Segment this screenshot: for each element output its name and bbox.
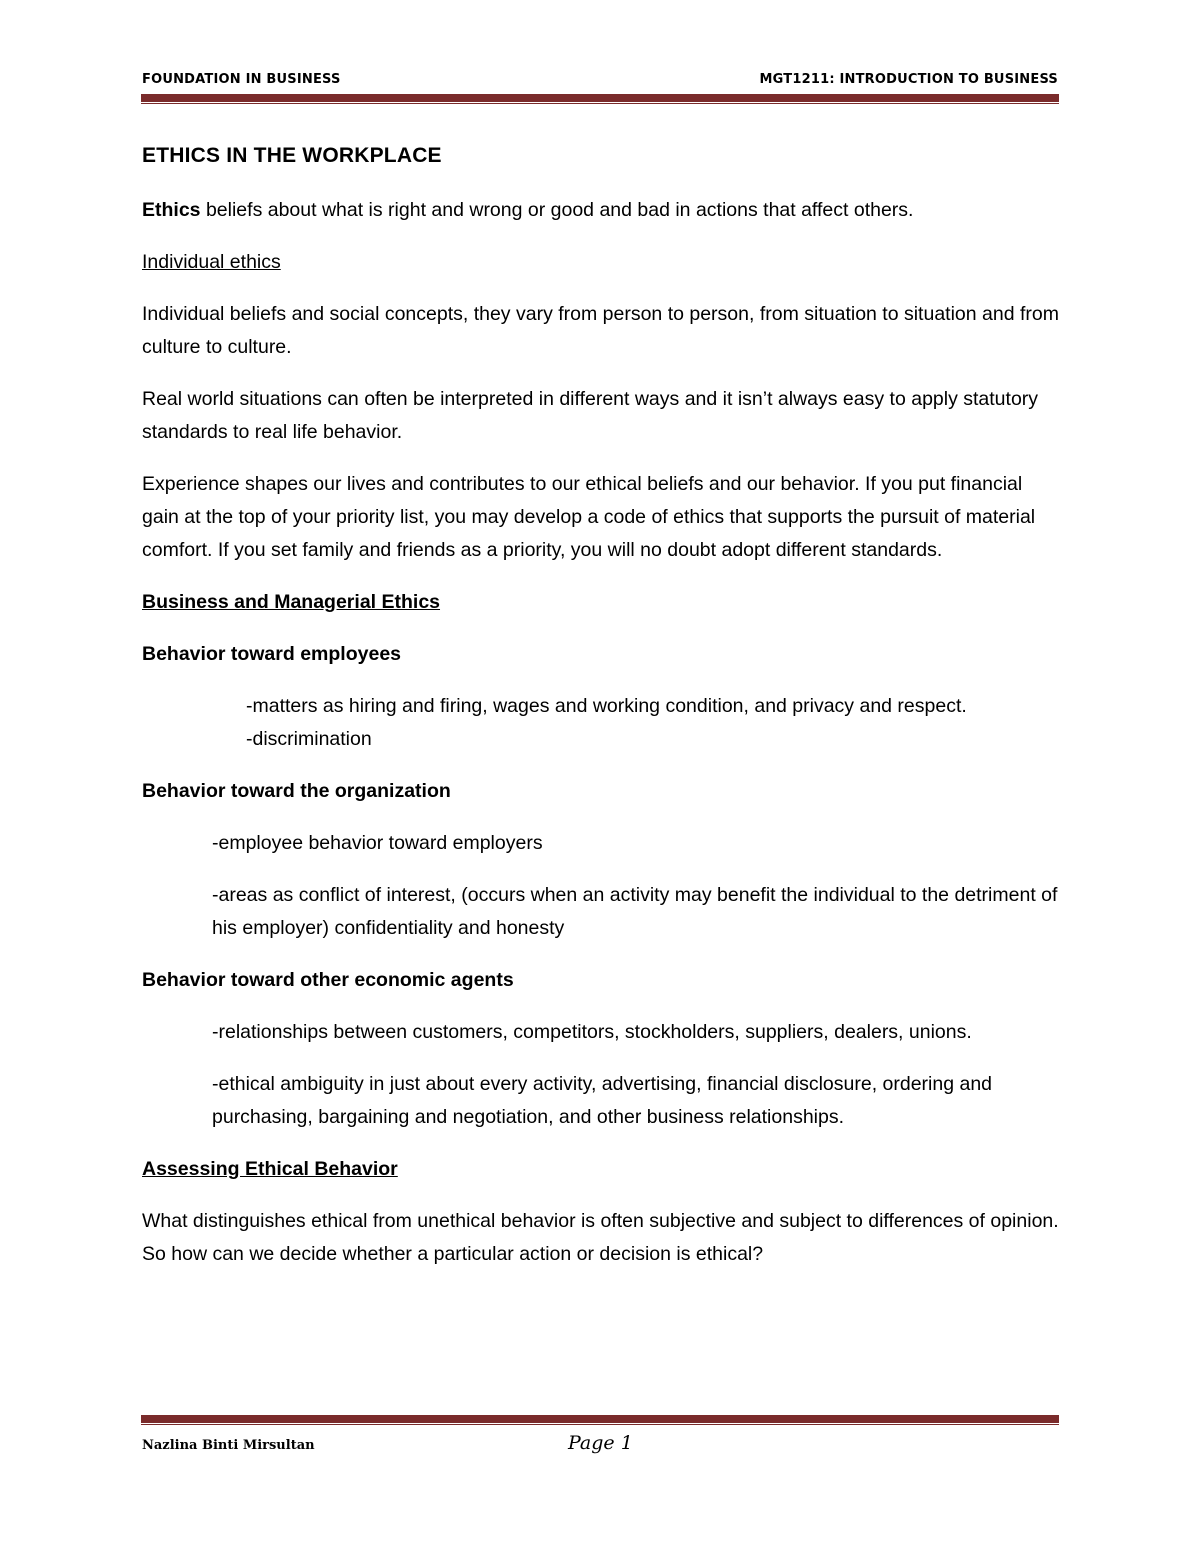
- individual-paragraph-3: Experience shapes our lives and contributes to our ethical beliefs and our behavior. If you put financial gain at the top of your priority list, you may develop a code of ethics that supports the pursuit of material comfort. If you set family and friends as a priority, you will no doubt adopt different standards.: [142, 473, 1036, 561]
- individual-paragraph-2: Real world situations can often be interpreted in different ways and it isn’t always easy to apply statutory standards to real life behavior.: [142, 388, 1039, 443]
- employees-item-1: -matters as hiring and firing, wages and working condition, and privacy and respect.: [246, 695, 967, 717]
- document-title: ETHICS IN THE WORKPLACE: [142, 144, 442, 167]
- employees-item-2: -discrimination: [246, 728, 372, 750]
- header-course-left: FOUNDATION IN BUSINESS: [142, 72, 341, 87]
- document-body: [142, 144, 1060, 1290]
- ethics-definition-text: beliefs about what is right and wrong or good and bad in actions that affect others.: [200, 199, 914, 221]
- organization-item-2: -areas as conflict of interest, (occurs when an activity may benefit the individual to the detriment of his employer) confidentiality and honesty: [212, 884, 1058, 939]
- organization-heading: Behavior toward the organization: [142, 780, 451, 802]
- organization-item-1: -employee behavior toward employers: [212, 832, 543, 854]
- ethics-definition: [142, 194, 1060, 227]
- header-rule: [141, 94, 1059, 102]
- header-rule-thin: [141, 103, 1059, 104]
- assessing-paragraph: What distinguishes ethical from unethical behavior is often subjective and subject to differences of opinion. So how can we decide whether a particular action or decision is ethical?: [142, 1210, 1059, 1265]
- header-course-right: MGT1211: INTRODUCTION TO BUSINESS: [759, 72, 1058, 87]
- employees-heading: Behavior toward employees: [142, 643, 402, 665]
- ethics-term: Ethics: [142, 199, 201, 221]
- individual-ethics-heading: Individual ethics: [142, 251, 281, 273]
- page-header: [142, 72, 1058, 92]
- footer-page-number: Page 1: [568, 1432, 633, 1454]
- business-ethics-heading: Business and Managerial Ethics: [142, 591, 441, 613]
- agents-heading: Behavior toward other economic agents: [142, 969, 514, 991]
- footer-author: Nazlina Binti Mirsultan: [142, 1438, 315, 1453]
- footer-rule: [141, 1415, 1059, 1423]
- agents-item-2: -ethical ambiguity in just about every activity, advertising, financial disclosure, ordering and purchasing, bargaining and negotiation, and other business relationships.: [212, 1073, 993, 1128]
- assessing-heading: Assessing Ethical Behavior: [142, 1158, 398, 1180]
- individual-paragraph-1: Individual beliefs and social concepts, they vary from person to person, from situation to situation and from culture to culture.: [142, 303, 1059, 358]
- agents-item-1: -relationships between customers, competitors, stockholders, suppliers, dealers, unions.: [212, 1021, 972, 1043]
- footer-rule-thin: [141, 1424, 1059, 1425]
